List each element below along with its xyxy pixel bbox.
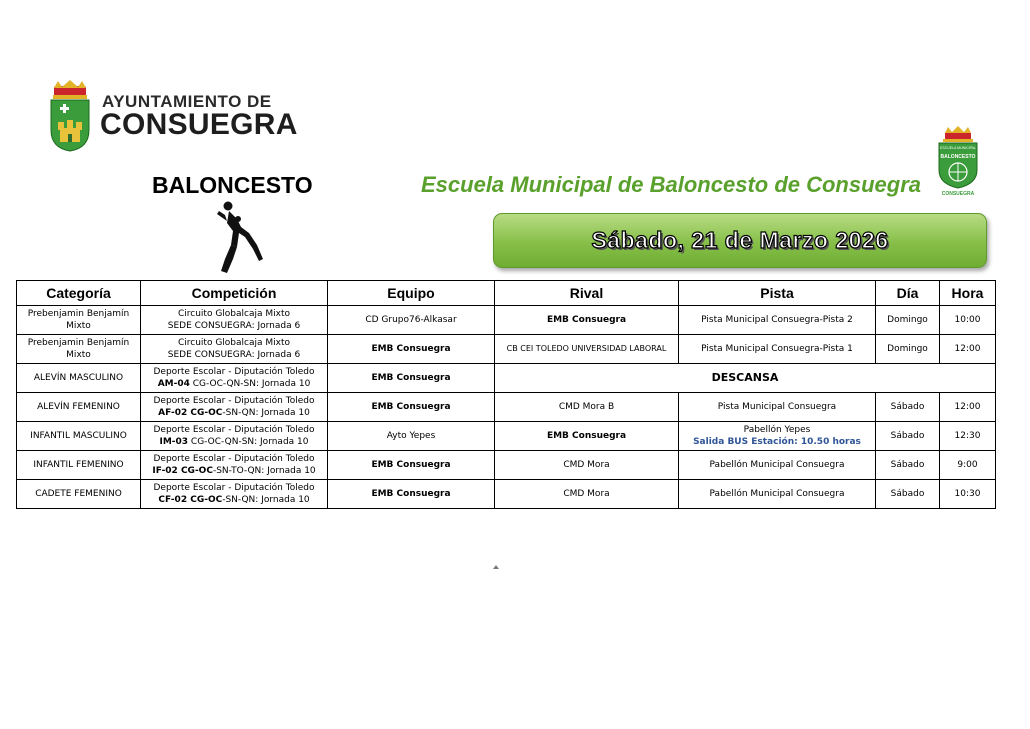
header-dia: Día <box>876 281 940 306</box>
cell-equipo: EMB Consuegra <box>328 451 495 480</box>
cell-categoria: ALEVÍN FEMENINO <box>17 393 141 422</box>
header-rival: Rival <box>495 281 679 306</box>
cell-rival: EMB Consuegra <box>495 306 679 335</box>
competicion-line2 <box>143 320 325 332</box>
header-equipo: Equipo <box>328 281 495 306</box>
decorative-mark <box>493 565 499 569</box>
competicion-rest: SEDE CONSUEGRA: Jornada 6 <box>167 350 301 360</box>
cell-descansa: DESCANSA <box>495 364 996 393</box>
competicion-line2 <box>143 378 325 390</box>
date-banner-text: Sábado, 21 de Marzo 2026 <box>591 227 889 253</box>
cell-pista: Pista Municipal Consuegra-Pista 1 <box>679 335 876 364</box>
logo-line-2: CONSUEGRA <box>100 108 298 141</box>
competicion-line1: Deporte Escolar - Diputación Toledo <box>153 396 315 406</box>
header-competicion: Competición <box>141 281 328 306</box>
competicion-code: CF-02 CG-OC <box>158 495 223 505</box>
crest-middle-text: BALONCESTO <box>940 154 976 160</box>
competicion-line2 <box>143 494 325 506</box>
date-banner <box>493 213 987 268</box>
cell-equipo: Ayto Yepes <box>328 422 495 451</box>
header-categoria: Categoría <box>17 281 141 306</box>
cell-pista: Pabellón Municipal Consuegra <box>679 480 876 509</box>
cell-competicion <box>141 335 328 364</box>
schedule-table <box>16 280 996 509</box>
cell-categoria: Prebenjamin Benjamín Mixto <box>17 306 141 335</box>
cell-categoria: Prebenjamin Benjamín Mixto <box>17 335 141 364</box>
table-header-row <box>17 281 996 306</box>
cell-hora: 10:30 <box>940 480 996 509</box>
cell-pista: Pista Municipal Consuegra <box>679 393 876 422</box>
cell-categoria: INFANTIL MASCULINO <box>17 422 141 451</box>
cell-categoria: ALEVÍN MASCULINO <box>17 364 141 393</box>
competicion-rest: CG-OC-QN-SN: Jornada 10 <box>188 437 309 447</box>
competicion-code: IM-03 <box>159 437 189 447</box>
competicion-line1: Circuito Globalcaja Mixto <box>177 338 290 348</box>
table-row <box>17 480 996 509</box>
cell-hora: 9:00 <box>940 451 996 480</box>
cell-categoria: CADETE FEMENINO <box>17 480 141 509</box>
competicion-line2 <box>143 349 325 361</box>
cell-dia: Domingo <box>876 306 940 335</box>
cell-equipo: EMB Consuegra <box>328 335 495 364</box>
cell-rival: EMB Consuegra <box>495 422 679 451</box>
table-row <box>17 306 996 335</box>
table-row <box>17 422 996 451</box>
competicion-line1: Deporte Escolar - Diputación Toledo <box>153 367 315 377</box>
school-title: Escuela Municipal de Baloncesto de Consuegra <box>421 172 922 197</box>
competicion-rest: CG-OC-QN-SN: Jornada 10 <box>189 379 311 389</box>
header-pista: Pista <box>679 281 876 306</box>
crest-bottom-text: CONSUEGRA <box>941 191 975 197</box>
section-title: BALONCESTO <box>152 172 313 198</box>
table-row <box>17 451 996 480</box>
cell-equipo: EMB Consuegra <box>328 364 495 393</box>
pista-name: Pabellón Yepes <box>743 425 811 435</box>
cell-rival: CMD Mora B <box>495 393 679 422</box>
cell-dia: Sábado <box>876 451 940 480</box>
cell-dia: Domingo <box>876 335 940 364</box>
ayuntamiento-logo <box>48 80 298 152</box>
competicion-line1: Deporte Escolar - Diputación Toledo <box>153 425 315 435</box>
cell-competicion <box>141 422 328 451</box>
logo-line-1: AYUNTAMIENTO DE <box>102 92 272 111</box>
cell-pista: Pista Municipal Consuegra-Pista 2 <box>679 306 876 335</box>
header-hora: Hora <box>940 281 996 306</box>
cell-categoria: INFANTIL FEMENINO <box>17 451 141 480</box>
cell-equipo: EMB Consuegra <box>328 393 495 422</box>
cell-pista: Pabellón Municipal Consuegra <box>679 451 876 480</box>
basketball-player-icon <box>215 201 267 277</box>
competicion-code: IF-02 CG-OC <box>152 466 213 476</box>
cell-competicion <box>141 480 328 509</box>
cell-hora: 12:30 <box>940 422 996 451</box>
cell-hora: 12:00 <box>940 335 996 364</box>
competicion-rest: -SN-TO-QN: Jornada 10 <box>212 466 316 476</box>
consuegra-coat-of-arms-icon <box>48 80 92 152</box>
table-row <box>17 393 996 422</box>
competicion-code: AM-04 <box>157 379 190 389</box>
cell-dia: Sábado <box>876 480 940 509</box>
cell-hora: 10:00 <box>940 306 996 335</box>
cell-equipo: CD Grupo76-Alkasar <box>328 306 495 335</box>
competicion-line2 <box>143 407 325 419</box>
cell-competicion <box>141 393 328 422</box>
cell-dia: Sábado <box>876 393 940 422</box>
cell-rival: CMD Mora <box>495 451 679 480</box>
cell-pista <box>679 422 876 451</box>
competicion-rest: -SN-QN: Jornada 10 <box>222 408 310 418</box>
table-row <box>17 364 996 393</box>
competicion-line1: Deporte Escolar - Diputación Toledo <box>153 483 315 493</box>
cell-dia: Sábado <box>876 422 940 451</box>
table-row <box>17 335 996 364</box>
competicion-code: AF-02 CG-OC <box>158 408 223 418</box>
competicion-rest: -SN-QN: Jornada 10 <box>222 495 310 505</box>
competicion-line1: Circuito Globalcaja Mixto <box>177 309 290 319</box>
cell-competicion <box>141 306 328 335</box>
competicion-line2 <box>143 436 325 448</box>
crest-top-text: ESCUELA MUNICIPAL <box>940 146 976 150</box>
cell-rival: CMD Mora <box>495 480 679 509</box>
cell-rival: CB CEI TOLEDO UNIVERSIDAD LABORAL <box>495 335 679 364</box>
cell-hora: 12:00 <box>940 393 996 422</box>
competicion-line2 <box>143 465 325 477</box>
cell-competicion <box>141 451 328 480</box>
escuela-baloncesto-crest-icon <box>934 126 982 198</box>
cell-equipo: EMB Consuegra <box>328 480 495 509</box>
bus-departure-note: Salida BUS Estación: 10.50 horas <box>693 437 861 447</box>
competicion-line1: Deporte Escolar - Diputación Toledo <box>153 454 315 464</box>
cell-competicion <box>141 364 328 393</box>
competicion-rest: SEDE CONSUEGRA: Jornada 6 <box>167 321 301 331</box>
